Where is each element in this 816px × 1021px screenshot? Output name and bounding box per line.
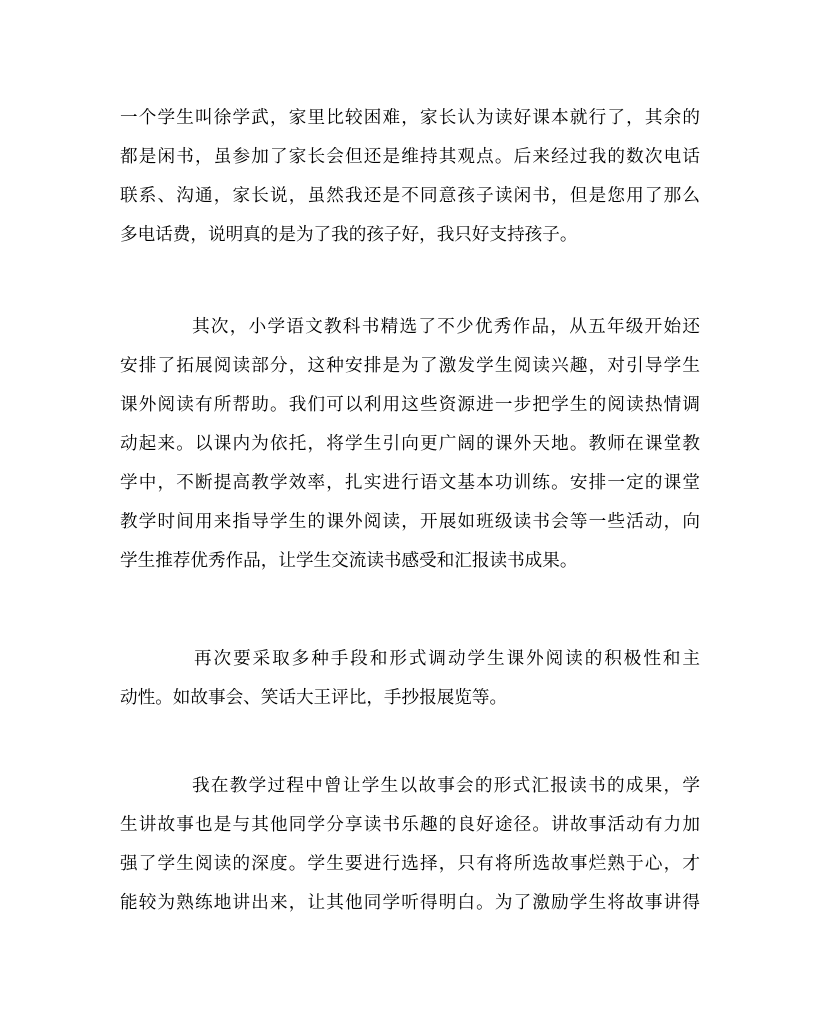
paragraph-4-line-2: 生讲故事也是与其他同学分享读书乐趣的良好途径。讲故事活动有力加 xyxy=(120,815,700,835)
paragraph-1-line-2: 都是闲书，虽参加了家长会但还是维持其观点。后来经过我的数次电话 xyxy=(120,147,700,167)
paragraph-2-line-7: 学生推荐优秀作品，让学生交流读书感受和汇报读书成果。 xyxy=(120,551,578,571)
paragraph-1-line-4: 多电话费，说明真的是为了我的孩子好，我只好支持孩子。 xyxy=(120,225,578,245)
paragraph-2-line-2: 安排了拓展阅读部分，这种安排是为了激发学生阅读兴趣，对引导学生 xyxy=(120,356,700,376)
paragraph-3-line-2: 动性。如故事会、笑话大王评比，手抄报展览等。 xyxy=(120,688,508,708)
paragraph-4-line-3: 强了学生阅读的深度。学生要进行选择，只有将所选故事烂熟于心，才 xyxy=(120,854,700,874)
paragraph-1-line-3: 联系、沟通，家长说，虽然我还是不同意孩子读闲书，但是您用了那么 xyxy=(120,186,700,206)
paragraph-2-line-1: 其次，小学语文教科书精选了不少优秀作品，从五年级开始还 xyxy=(192,317,700,337)
paragraph-3-line-1: 再次要采取多种手段和形式调动学生课外阅读的积极性和主 xyxy=(194,649,700,669)
paragraph-2-line-4: 动起来。以课内为依托，将学生引向更广阔的课外天地。教师在课堂教 xyxy=(120,434,700,454)
paragraph-4-line-4: 能较为熟练地讲出来，让其他同学听得明白。为了激励学生将故事讲得 xyxy=(120,893,700,913)
paragraph-2-line-6: 教学时间用来指导学生的课外阅读，开展如班级读书会等一些活动，向 xyxy=(120,512,700,532)
paragraph-1-line-1: 一个学生叫徐学武，家里比较困难，家长认为读好课本就行了，其余的 xyxy=(120,108,700,128)
paragraph-4-line-1: 我在教学过程中曾让学生以故事会的形式汇报读书的成果，学 xyxy=(192,776,700,796)
paragraph-2-line-5: 学中，不断提高教学效率，扎实进行语文基本功训练。安排一定的课堂 xyxy=(120,473,700,493)
paragraph-2-line-3: 课外阅读有所帮助。我们可以利用这些资源进一步把学生的阅读热情调 xyxy=(120,395,700,415)
